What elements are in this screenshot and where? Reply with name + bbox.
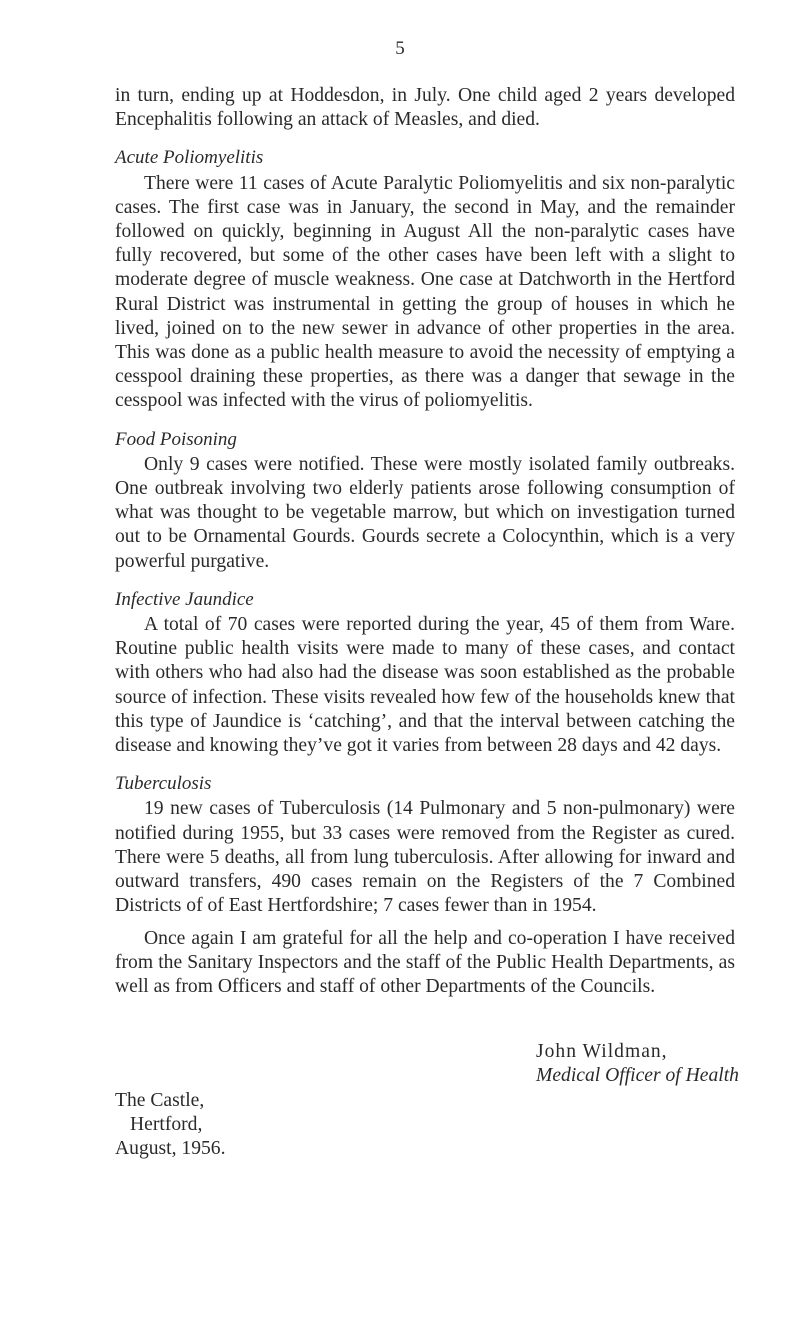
page-number: 5 <box>395 38 405 59</box>
paragraph-closing-thanks: Once again I am grateful for all the help and co-operation I have received from the Sanitary Inspectors and the staff of the Public Health Departments, as well as from Officers and staff of other Departments of the Councils. <box>115 927 735 997</box>
address-line-3: August, 1956. <box>115 1138 226 1160</box>
section-acute-poliomyelitis <box>115 146 735 413</box>
document-body <box>115 84 735 999</box>
heading-tuberculosis: Tuberculosis <box>115 773 212 795</box>
section-tuberculosis <box>115 772 735 999</box>
section-food-poisoning <box>115 428 735 574</box>
address-line-1: The Castle, <box>115 1090 205 1111</box>
address-line-2: Hertford, <box>130 1114 203 1136</box>
paragraph-tuberculosis: 19 new cases of Tuberculosis (14 Pulmonary and 5 non-pulmonary) were notified during 1955, but 33 cases were removed from the Register as cured. There were 5 deaths, all from lung tuberculosis. After allowing for inward and outward transfers, 490 cases remain on the Registers of the 7 Combined Districts of of East Hertfordshire; 7 cases fewer than in 1954. <box>115 798 735 917</box>
heading-acute-poliomyelitis: Acute Poliomyelitis <box>115 147 264 169</box>
intro-paragraph: in turn, ending up at Hoddesdon, in July. One child aged 2 years developed Encephalitis following an attack of Measles, and died. <box>115 85 735 131</box>
signature-title: Medical Officer of Health <box>536 1065 739 1087</box>
section-infective-jaundice <box>115 588 735 758</box>
heading-infective-jaundice: Infective Jaundice <box>115 588 254 610</box>
signature-name: John Wildman, <box>536 1041 668 1062</box>
paragraph-acute-poliomyelitis: There were 11 cases of Acute Paralytic Poliomyelitis and six non-paralytic cases. The first case was in January, the second in May, and the remainder followed on quickly, beginning in August All the non-paralytic cases have fully recovered, but some of the other cases have been left with a slight to moderate degree of muscle weakness. One case at Datchworth in the Hertford Rural District was instrumental in getting the group of houses in which he lived, joined on to the new sewer in advance of other properties in the area. This was done as a public health measure to avoid the necessity of emptying a cesspool draining these properties, as there was a danger that sewage in the cesspool was infected with the virus of poliomyelitis. <box>115 172 735 412</box>
address-block <box>115 1089 226 1162</box>
paragraph-infective-jaundice: A total of 70 cases were reported during the year, 45 of them from Ware. Routine public health visits were made to many of these cases, and contact with others who had also had the disease was soon established as the probable source of infection. These visits revealed how few of the households knew that this type of Jaundice is ‘catching’, and that the interval between catching the disease and knowing they’ve got it varies from between 28 days and 42 days. <box>115 614 735 757</box>
signature-block <box>536 1040 739 1089</box>
paragraph-food-poisoning: Only 9 cases were notified. These were mostly isolated family outbreaks. One outbreak involving two elderly patients arose following consumption of what was thought to be vegetable marrow, but which on investigation turned out to be Ornamental Gourds. Gourds secrete a Colocynthin, which is a very powerful purgative. <box>115 453 735 572</box>
heading-food-poisoning: Food Poisoning <box>115 428 237 450</box>
